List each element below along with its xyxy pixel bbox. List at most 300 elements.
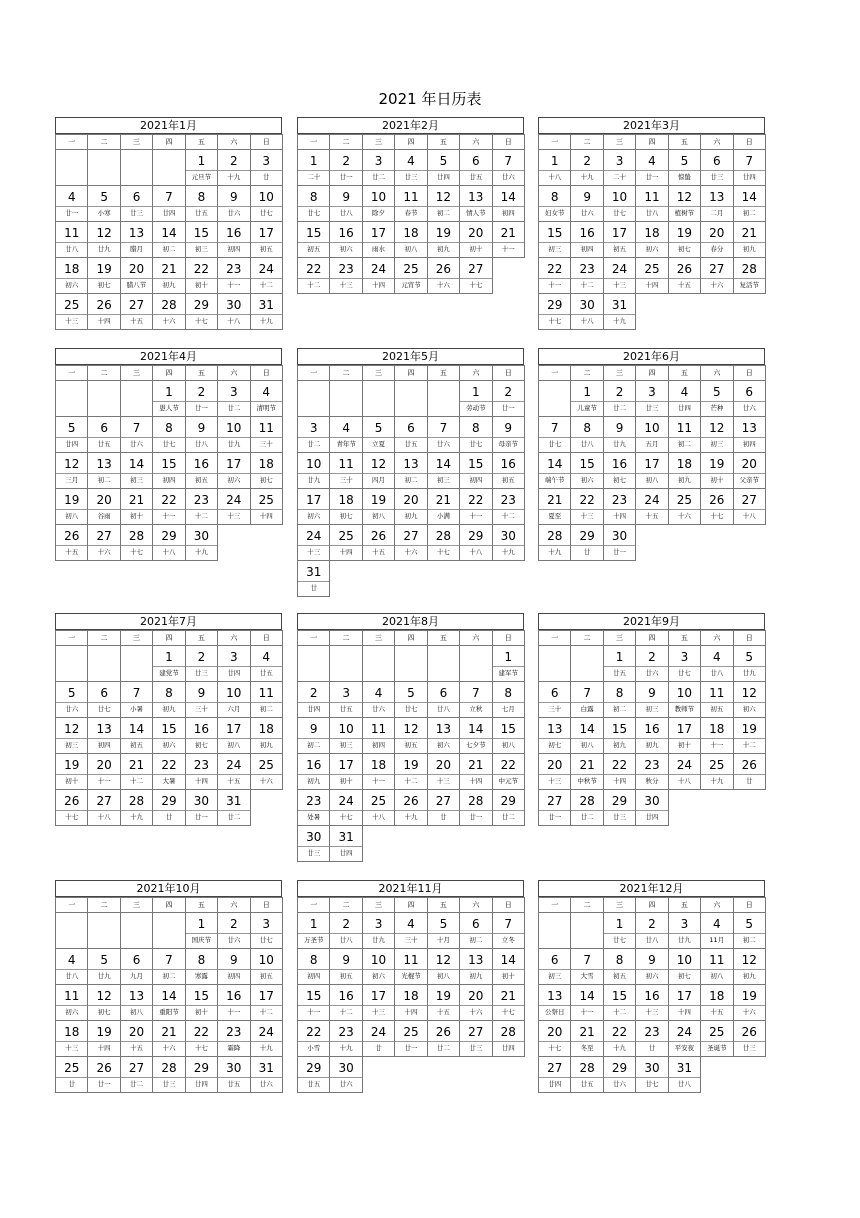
page-title: 2021 年日历表: [378, 90, 482, 108]
day-number: 5: [363, 419, 394, 438]
day-cell: [635, 221, 668, 258]
lunar-label: 初三: [65, 741, 79, 749]
lunar-label: 十八: [372, 813, 386, 821]
day-number: 17: [669, 720, 700, 739]
lunar-label: 廿四: [501, 1044, 515, 1052]
day-number: 15: [153, 720, 184, 739]
lunar-label: 大雪: [580, 972, 594, 980]
empty-day-cell: [87, 149, 120, 186]
lunar-label: 廿九: [227, 440, 241, 448]
day-number: 30: [218, 296, 249, 315]
day-number: 31: [251, 296, 282, 315]
day-cell: [329, 681, 362, 718]
day-number: 6: [539, 951, 570, 970]
day-cell: [394, 1020, 427, 1057]
day-cell: [492, 185, 525, 222]
day-number: 4: [330, 419, 361, 438]
lunar-label: 初九: [677, 476, 691, 484]
day-cell: [538, 149, 571, 186]
lunar-label: 七月: [501, 705, 515, 713]
day-number: 27: [701, 260, 732, 279]
day-cell: [603, 185, 636, 222]
day-number: 12: [395, 720, 426, 739]
lunar-label: 十五: [130, 1044, 144, 1052]
day-cell: [700, 984, 733, 1021]
month-block: [297, 348, 524, 596]
lunar-label: 廿七: [259, 936, 273, 944]
day-number: 11: [395, 188, 426, 207]
lunar-label: 初六: [742, 705, 756, 713]
lunar-label: 廿三: [307, 849, 321, 857]
lunar-label: 圣诞节: [707, 1044, 727, 1052]
day-cell: [427, 524, 460, 561]
day-number: 4: [395, 152, 426, 171]
day-number: 15: [604, 987, 635, 1006]
day-cell: [362, 681, 395, 718]
day-number: 13: [460, 188, 491, 207]
lunar-label: 廿六: [580, 209, 594, 217]
lunar-label: 廿四: [548, 1080, 562, 1088]
day-cell: [700, 185, 733, 222]
day-cell: [394, 149, 427, 186]
day-cell: [538, 524, 571, 561]
lunar-label: 十四: [613, 777, 627, 785]
day-cell: [538, 948, 571, 985]
day-cell: [538, 984, 571, 1021]
lunar-label: 廿四: [742, 173, 756, 181]
day-cell: [329, 452, 362, 489]
lunar-label: 建军节: [498, 669, 518, 677]
day-number: 10: [363, 951, 394, 970]
day-number: 31: [218, 792, 249, 811]
weekday-header: 一: [538, 365, 571, 381]
lunar-label: 惊蛰: [677, 173, 691, 181]
day-cell: [55, 681, 88, 718]
day-cell: [120, 257, 153, 294]
lunar-label: 廿八: [339, 209, 353, 217]
day-cell: [538, 753, 571, 790]
empty-day-cell: [87, 912, 120, 949]
day-number: 9: [218, 951, 249, 970]
day-cell: [87, 1056, 120, 1093]
day-number: 9: [186, 684, 217, 703]
lunar-label: 初五: [259, 972, 273, 980]
day-cell: [362, 488, 395, 525]
lunar-label: 初八: [130, 1008, 144, 1016]
day-number: 15: [571, 455, 602, 474]
weekday-header: 二: [87, 630, 120, 646]
lunar-label: 立夏: [372, 440, 386, 448]
day-number: 27: [460, 1023, 491, 1042]
day-number: 19: [428, 224, 459, 243]
lunar-label: 廿七: [677, 669, 691, 677]
lunar-label: 初七: [259, 476, 273, 484]
month-block: [538, 348, 765, 560]
day-cell: [87, 293, 120, 330]
day-number: 5: [734, 648, 765, 667]
day-number: 10: [363, 188, 394, 207]
lunar-label: 初十: [677, 741, 691, 749]
lunar-label: 初六: [645, 245, 659, 253]
day-cell: [427, 912, 460, 949]
day-cell: [297, 912, 330, 949]
day-cell: [538, 416, 571, 453]
lunar-label: 初四: [742, 440, 756, 448]
day-number: 10: [298, 455, 329, 474]
lunar-label: 二十: [307, 173, 321, 181]
day-cell: [668, 645, 701, 682]
lunar-label: 十四: [339, 548, 353, 556]
day-cell: [394, 984, 427, 1021]
day-number: 20: [701, 224, 732, 243]
lunar-label: 十五: [65, 548, 79, 556]
day-number: 22: [298, 1023, 329, 1042]
day-number: 11: [669, 419, 700, 438]
lunar-label: 廿二: [580, 813, 594, 821]
day-cell: [700, 753, 733, 790]
day-cell: [538, 717, 571, 754]
weekday-header: 六: [217, 365, 250, 381]
weekday-header: 三: [362, 134, 395, 150]
month-grid: [538, 630, 765, 825]
day-number: 7: [121, 419, 152, 438]
day-number: 15: [186, 224, 217, 243]
day-number: 12: [56, 455, 87, 474]
lunar-label: 立秋: [469, 705, 483, 713]
lunar-label: 廿: [648, 1044, 656, 1052]
day-cell: [427, 185, 460, 222]
day-number: 11: [395, 951, 426, 970]
day-cell: [217, 681, 250, 718]
day-number: 29: [186, 1059, 217, 1078]
day-cell: [152, 380, 185, 417]
day-number: 2: [330, 915, 361, 934]
day-number: 25: [701, 1023, 732, 1042]
day-number: 27: [121, 296, 152, 315]
weekday-header: 日: [733, 897, 766, 913]
day-number: 4: [363, 684, 394, 703]
lunar-label: 二十: [613, 173, 627, 181]
day-number: 16: [330, 224, 361, 243]
lunar-label: 廿七: [97, 705, 111, 713]
lunar-label: 初四: [162, 476, 176, 484]
lunar-label: 初七: [613, 476, 627, 484]
lunar-label: 重阳节: [159, 1008, 179, 1016]
day-number: 22: [460, 491, 491, 510]
day-number: 17: [218, 455, 249, 474]
lunar-label: 十八: [227, 317, 241, 325]
day-cell: [329, 984, 362, 1021]
day-number: 18: [56, 260, 87, 279]
day-number: 1: [153, 383, 184, 402]
day-cell: [635, 380, 668, 417]
lunar-label: 腊八节: [126, 281, 147, 289]
lunar-label: 初九: [404, 512, 418, 520]
weekday-header: 三: [120, 630, 153, 646]
day-number: 13: [88, 455, 119, 474]
lunar-label: 初十: [194, 281, 208, 289]
day-number: 25: [56, 296, 87, 315]
day-cell: [570, 948, 603, 985]
lunar-label: 初八: [580, 741, 594, 749]
day-number: 24: [330, 792, 361, 811]
weekday-header: 日: [250, 630, 283, 646]
day-number: 20: [734, 455, 765, 474]
month-block: [297, 117, 524, 293]
lunar-label: 廿六: [130, 440, 144, 448]
day-cell: [152, 681, 185, 718]
lunar-label: 廿: [583, 548, 591, 556]
day-cell: [250, 717, 283, 754]
weekday-header: 二: [87, 365, 120, 381]
lunar-label: 廿二: [501, 813, 515, 821]
empty-day-cell: [394, 645, 427, 682]
day-cell: [492, 416, 525, 453]
day-cell: [570, 524, 603, 561]
lunar-label: 廿七: [613, 936, 627, 944]
day-number: 26: [88, 296, 119, 315]
lunar-label: 廿三: [162, 1080, 176, 1088]
day-cell: [635, 789, 668, 826]
day-number: 1: [493, 648, 524, 667]
day-number: 7: [493, 152, 524, 171]
day-number: 22: [298, 260, 329, 279]
lunar-label: 十五: [710, 1008, 724, 1016]
weekday-header: 二: [329, 897, 362, 913]
day-number: 8: [153, 419, 184, 438]
day-number: 2: [218, 915, 249, 934]
day-number: 27: [88, 792, 119, 811]
day-cell: [603, 488, 636, 525]
lunar-label: 初九: [613, 741, 627, 749]
day-cell: [362, 948, 395, 985]
lunar-label: 廿八: [65, 972, 79, 980]
day-number: 24: [218, 756, 249, 775]
lunar-label: 十三: [227, 512, 241, 520]
day-number: 12: [701, 419, 732, 438]
day-cell: [120, 984, 153, 1021]
day-cell: [217, 1056, 250, 1093]
lunar-label: 十九: [339, 1044, 353, 1052]
lunar-label: 情人节: [466, 209, 486, 217]
day-number: 20: [121, 260, 152, 279]
day-number: 25: [636, 260, 667, 279]
lunar-label: 初三: [339, 741, 353, 749]
weekday-header: 三: [603, 365, 636, 381]
day-number: 10: [330, 720, 361, 739]
day-cell: [635, 1056, 668, 1093]
day-number: 10: [251, 951, 282, 970]
day-number: 26: [363, 527, 394, 546]
month-title: 2021年11月: [297, 880, 524, 897]
lunar-label: 初四: [227, 245, 241, 253]
day-number: 10: [251, 188, 282, 207]
day-cell: [152, 789, 185, 826]
day-number: 2: [636, 648, 667, 667]
day-number: 3: [251, 915, 282, 934]
lunar-label: 青年节: [336, 440, 356, 448]
day-cell: [250, 293, 283, 330]
lunar-label: 初八: [65, 512, 79, 520]
day-cell: [55, 717, 88, 754]
lunar-label: 廿一: [404, 1044, 418, 1052]
day-number: 14: [571, 987, 602, 1006]
lunar-label: 廿四: [339, 849, 353, 857]
lunar-label: 廿六: [227, 209, 241, 217]
lunar-label: 芒种: [710, 404, 724, 412]
day-number: 16: [218, 987, 249, 1006]
weekday-header: 六: [459, 630, 492, 646]
day-cell: [427, 149, 460, 186]
lunar-label: 十六: [710, 281, 724, 289]
day-cell: [668, 984, 701, 1021]
lunar-label: 初七: [194, 741, 208, 749]
day-cell: [538, 452, 571, 489]
day-number: 17: [363, 224, 394, 243]
day-cell: [185, 452, 218, 489]
lunar-label: 廿六: [339, 1080, 353, 1088]
day-cell: [603, 753, 636, 790]
day-cell: [120, 221, 153, 258]
day-cell: [668, 221, 701, 258]
lunar-label: 廿五: [469, 173, 483, 181]
lunar-label: 十七: [194, 1044, 208, 1052]
day-cell: [603, 221, 636, 258]
lunar-label: 十七: [548, 1044, 562, 1052]
lunar-label: 儿童节: [577, 404, 597, 412]
day-cell: [217, 416, 250, 453]
lunar-label: 廿七: [645, 1080, 659, 1088]
day-number: 31: [298, 563, 329, 582]
day-cell: [427, 984, 460, 1021]
day-number: 9: [636, 684, 667, 703]
lunar-label: 三十: [548, 705, 562, 713]
lunar-label: 十五: [372, 548, 386, 556]
empty-day-cell: [297, 380, 330, 417]
day-number: 23: [298, 792, 329, 811]
day-number: 12: [363, 455, 394, 474]
weekday-header: 六: [217, 134, 250, 150]
day-cell: [459, 1020, 492, 1057]
weekday-header: 一: [297, 134, 330, 150]
month-block: [55, 348, 282, 560]
day-cell: [394, 789, 427, 826]
lunar-label: 十四: [613, 512, 627, 520]
lunar-label: 初六: [162, 741, 176, 749]
lunar-label: 十三: [436, 777, 450, 785]
day-cell: [570, 984, 603, 1021]
day-cell: [603, 416, 636, 453]
day-number: 1: [604, 648, 635, 667]
day-cell: [152, 452, 185, 489]
lunar-label: 初二: [677, 440, 691, 448]
lunar-label: 廿五: [339, 705, 353, 713]
day-cell: [538, 681, 571, 718]
lunar-label: 廿七: [259, 209, 273, 217]
day-number: 26: [669, 260, 700, 279]
lunar-label: 十九: [710, 777, 724, 785]
lunar-label: 十四: [372, 281, 386, 289]
lunar-label: 初九: [742, 245, 756, 253]
lunar-label: 廿九: [97, 245, 111, 253]
day-cell: [362, 789, 395, 826]
day-number: 4: [56, 188, 87, 207]
day-cell: [87, 452, 120, 489]
day-number: 1: [298, 152, 329, 171]
day-number: 1: [298, 915, 329, 934]
lunar-label: 廿: [310, 584, 317, 592]
weekday-header: 二: [570, 897, 603, 913]
day-number: 23: [218, 260, 249, 279]
day-cell: [459, 185, 492, 222]
lunar-label: 十六: [436, 281, 450, 289]
day-cell: [329, 221, 362, 258]
lunar-label: 初三: [130, 476, 144, 484]
day-number: 29: [153, 527, 184, 546]
day-cell: [668, 717, 701, 754]
lunar-label: 十一: [710, 741, 724, 749]
day-number: 11: [251, 684, 282, 703]
day-number: 21: [121, 756, 152, 775]
day-number: 24: [669, 756, 700, 775]
day-number: 11: [251, 419, 282, 438]
day-number: 5: [428, 915, 459, 934]
lunar-label: 廿七: [404, 705, 418, 713]
lunar-label: 十三: [645, 1008, 659, 1016]
lunar-label: 元宵节: [401, 281, 421, 289]
month-grid: [55, 365, 282, 560]
day-number: 20: [539, 1023, 570, 1042]
lunar-label: 廿六: [501, 173, 515, 181]
lunar-label: 初六: [580, 476, 594, 484]
day-cell: [570, 488, 603, 525]
day-cell: [152, 645, 185, 682]
day-cell: [329, 912, 362, 949]
day-number: 18: [363, 756, 394, 775]
day-number: 22: [604, 1023, 635, 1042]
day-number: 31: [669, 1059, 700, 1078]
empty-day-cell: [427, 645, 460, 682]
day-number: 30: [636, 792, 667, 811]
day-cell: [570, 1020, 603, 1057]
day-number: 3: [218, 648, 249, 667]
weekday-header: 四: [394, 365, 427, 381]
day-cell: [570, 789, 603, 826]
day-number: 7: [493, 915, 524, 934]
day-cell: [362, 912, 395, 949]
lunar-label: 处暑: [307, 813, 321, 821]
day-cell: [603, 789, 636, 826]
lunar-label: 母亲节: [498, 440, 518, 448]
day-cell: [185, 488, 218, 525]
day-cell: [217, 912, 250, 949]
lunar-label: 中元节: [498, 777, 518, 785]
lunar-label: 十一: [580, 1008, 594, 1016]
lunar-label: 初二: [742, 209, 756, 217]
day-cell: [329, 149, 362, 186]
day-number: 12: [88, 987, 119, 1006]
lunar-label: 光棍节: [401, 972, 421, 980]
weekday-header: 六: [217, 630, 250, 646]
day-number: 27: [121, 1059, 152, 1078]
lunar-label: 十五: [130, 317, 144, 325]
day-number: 30: [330, 1059, 361, 1078]
day-number: 23: [186, 491, 217, 510]
day-number: 14: [153, 224, 184, 243]
day-cell: [297, 1056, 330, 1093]
lunar-label: 初四: [97, 741, 111, 749]
day-cell: [152, 1056, 185, 1093]
